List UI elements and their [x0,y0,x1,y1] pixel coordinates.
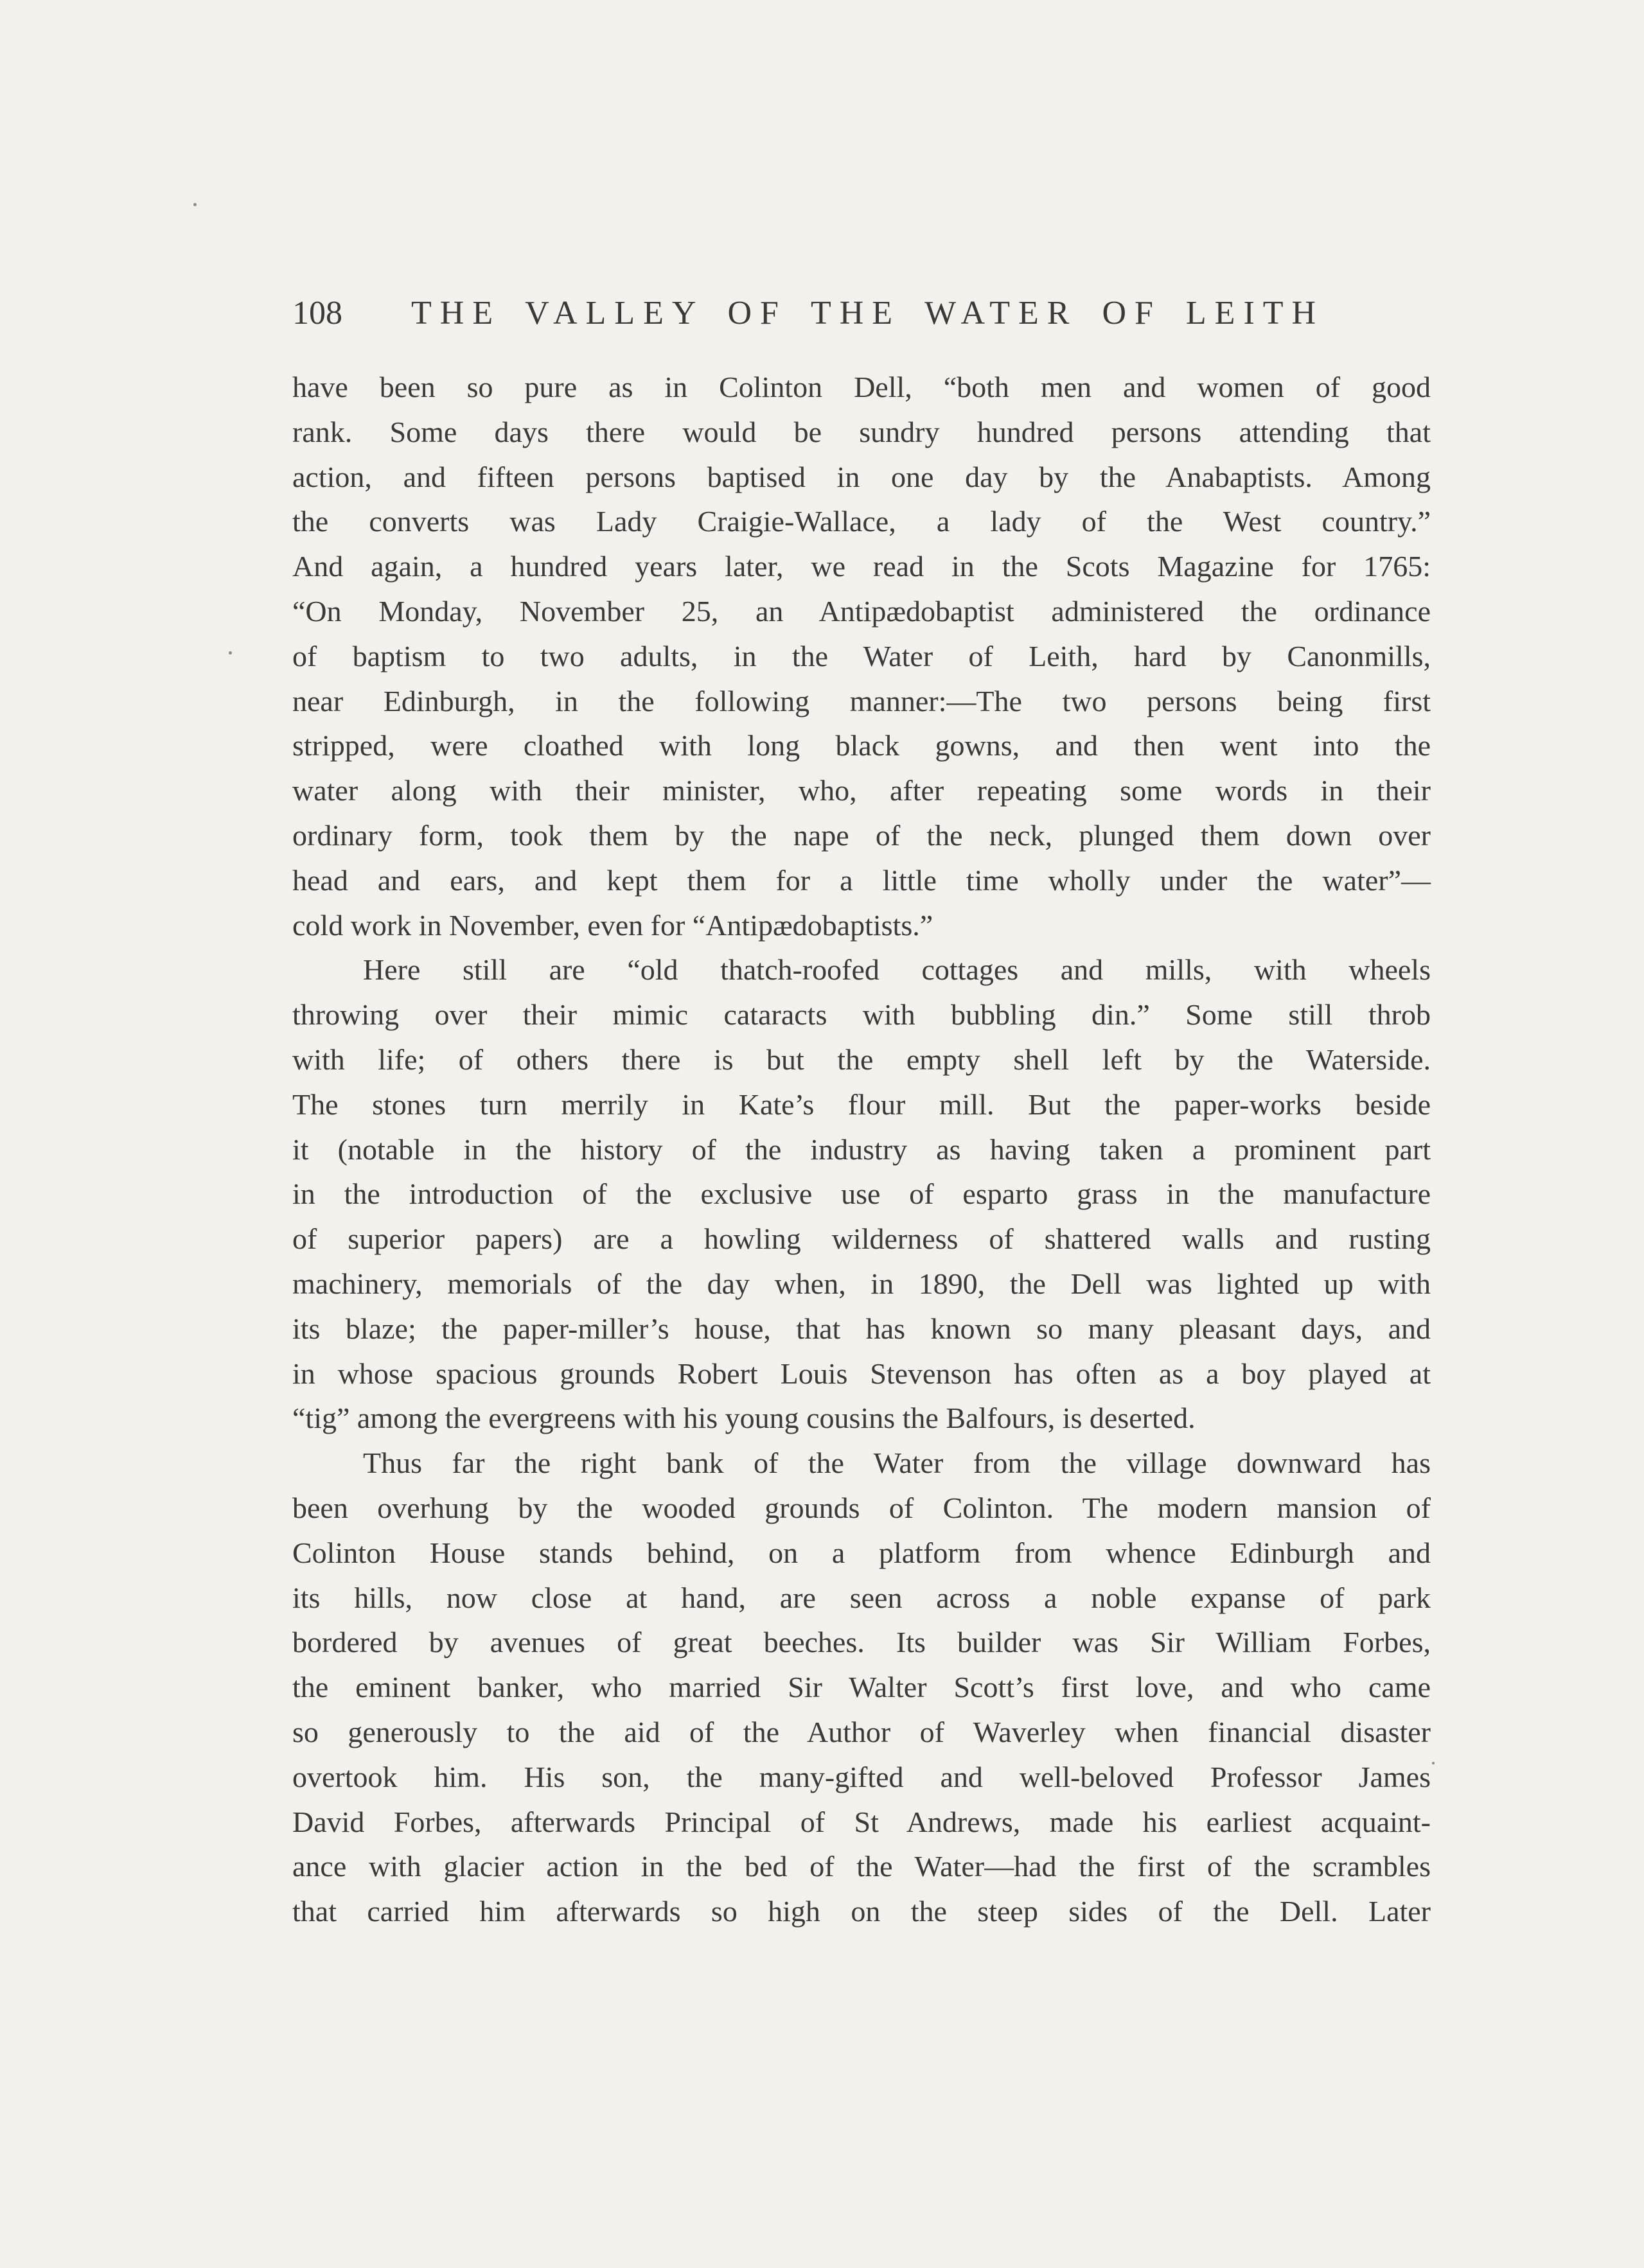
text-line: with life; of others there is but the empty shell left by the Waterside. [292,1042,1431,1076]
body-text [292,365,1431,1934]
text-line: so generously to the aid of the Author of Waverley when financial disaster [292,1715,1431,1748]
text-line: Colinton House stands behind, on a platform from whence Edinburgh and [292,1536,1431,1569]
paper-speck [193,203,197,206]
text-line: its blaze; the paper-miller’s house, that has known so many pleasant days, and [292,1312,1431,1345]
text-line: “On Monday, November 25, an Antipædobaptist administered the ordinance [292,594,1431,628]
text-line: David Forbes, afterwards Principal of St Andrews, made his earliest acquaint- [292,1805,1431,1838]
text-line: throwing over their mimic cataracts with bubbling din.” Some still throb [292,998,1431,1032]
text-line: of baptism to two adults, in the Water of Leith, hard by Canonmills, [292,639,1431,672]
text-line: in whose spacious grounds Robert Louis Stevenson has often as a boy played at [292,1357,1431,1390]
text-line: have been so pure as in Colinton Dell, “both men and women of good [292,371,1431,403]
text-line: stripped, were cloathed with long black gowns, and then went into the [292,729,1431,762]
paper-speck [1432,1762,1435,1764]
text-line: “tig” among the evergreens with his young cousins the Balfours, is deserted. [292,1402,1196,1435]
text-line: Thus far the right bank of the Water from the village downward has [363,1446,1431,1480]
text-line: been overhung by the wooded grounds of Colinton. The modern mansion of [292,1491,1431,1524]
text-line: in the introduction of the exclusive use of esparto grass in the manufacture [292,1177,1431,1211]
text-line: machinery, memorials of the day when, in 1890, the Dell was lighted up with [292,1267,1431,1300]
text-line: ordinary form, took them by the nape of the neck, plunged them down over [292,818,1431,852]
text-line: The stones turn merrily in Kate’s flour mill. But the paper-works beside [292,1087,1431,1121]
text-line: overtook him. His son, the many-gifted and well-beloved Professor James [292,1760,1431,1793]
text-line: its hills, now close at hand, are seen across a noble expanse of park [292,1581,1431,1614]
text-line: water along with their minister, who, after repeating some words in their [292,774,1431,807]
text-line: it (notable in the history of the industry as having taken a prominent part [292,1132,1431,1166]
text-line: action, and fifteen persons baptised in one day by the Anabaptists. Among [292,460,1431,493]
text-line: of superior papers) are a howling wilderness of shattered walls and rusting [292,1222,1431,1256]
text-line: that carried him afterwards so high on the steep sides of the Dell. Later [292,1895,1431,1928]
text-line: cold work in November, even for “Antipædobaptists.” [292,908,933,942]
page-number: 108 [292,295,342,331]
text-line: the eminent banker, who married Sir Walter Scott’s first love, and who came [292,1671,1431,1704]
text-line: And again, a hundred years later, we read in the Scots Magazine for 1765: [292,550,1431,583]
text-line: Here still are “old thatch-roofed cottages and mills, with wheels [363,953,1431,987]
text-line: bordered by avenues of great beeches. Its builder was Sir William Forbes, [292,1626,1431,1659]
text-line: the converts was Lady Craigie-Wallace, a lady of the West country.” [292,505,1431,538]
text-line: head and ears, and kept them for a little time wholly under the water”— [292,863,1431,897]
text-line: rank. Some days there would be sundry hundred persons attending that [292,415,1431,448]
running-title: THE VALLEY OF THE WATER OF LEITH [411,295,1325,331]
paper-speck [229,651,232,655]
running-header [292,288,1325,339]
text-line: near Edinburgh, in the following manner:—The two persons being first [292,684,1431,717]
text-line: ance with glacier action in the bed of the Water—had the first of the scrambles [292,1850,1431,1883]
